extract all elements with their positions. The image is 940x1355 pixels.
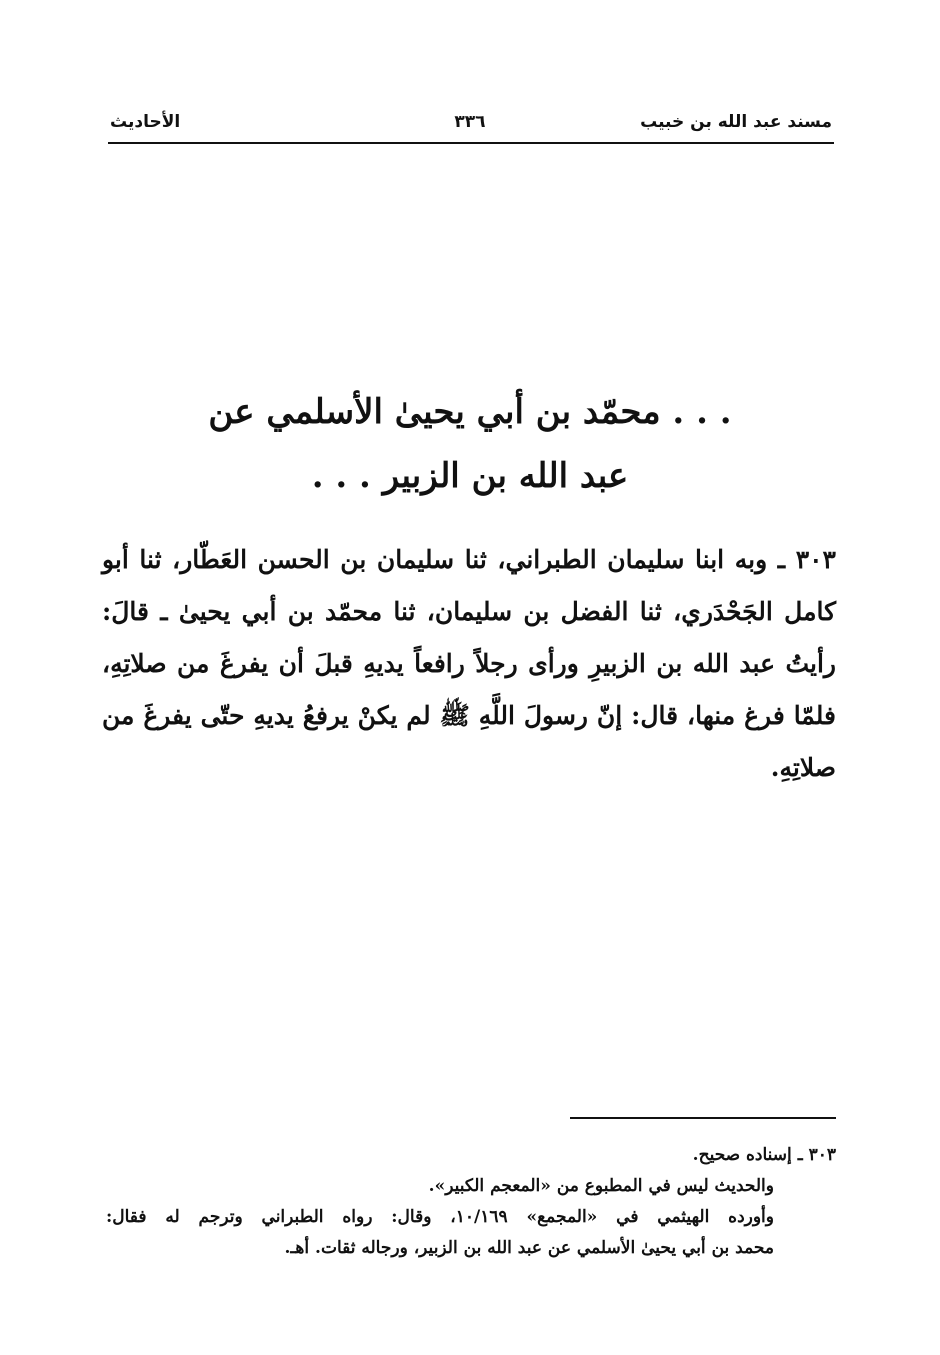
section-title <box>120 380 820 508</box>
section-title-line-1: . . . محمّد بن أبي يحيىٰ الأسلمي عن <box>208 392 732 432</box>
footnote-line: ٣٠٣ ـ إسناده صحيح. <box>692 1145 836 1165</box>
footnote-line: وأورده الهيثمي في «المجمع» ١٠/١٦٩، وقال: رواه الطبراني وترجم له فقال: <box>106 1207 774 1227</box>
footnote-rule <box>570 1117 836 1119</box>
hadith-text: ـ وبه ابنا سليمان الطبراني، ثنا سليمان بن الحسن العَطّار، ثنا أبو كامل الجَحْدَري، ثنا الفضل بن سليمان، ثنا محمّد بن أبي يحيىٰ ـ قالَ: رأيتُ عبد الله بن الزبيرِ ورأى رجلاً رافعاً يديهِ قبلَ أن يفرغَ من صلاتِهِ، فلمّا فرغ منها، قال: إنّ رسولَ اللَّهِ ﷺ لم يكنْ يرفعُ يديهِ حتّى يفرغَ من صلاتِهِ. <box>102 545 836 782</box>
hadith-paragraph <box>102 534 836 794</box>
footnote-line: محمد بن أبي يحيىٰ الأسلمي عن عبد الله بن الزبير، ورجاله ثقات. أهـ. <box>284 1238 774 1258</box>
hadith-number: ٣٠٣ <box>795 545 836 574</box>
page-number: ٣٣٦ <box>454 112 486 132</box>
book-title: مسند عبد الله بن خبيب <box>640 112 832 132</box>
header-rule <box>108 142 834 144</box>
section-title-line-2: عبد الله بن الزبير . . . <box>311 456 629 496</box>
footnotes <box>106 1140 836 1264</box>
section-name: الأحاديث <box>110 112 181 132</box>
footnote-line: والحديث ليس في المطبوع من «المعجم الكبير». <box>428 1176 774 1196</box>
